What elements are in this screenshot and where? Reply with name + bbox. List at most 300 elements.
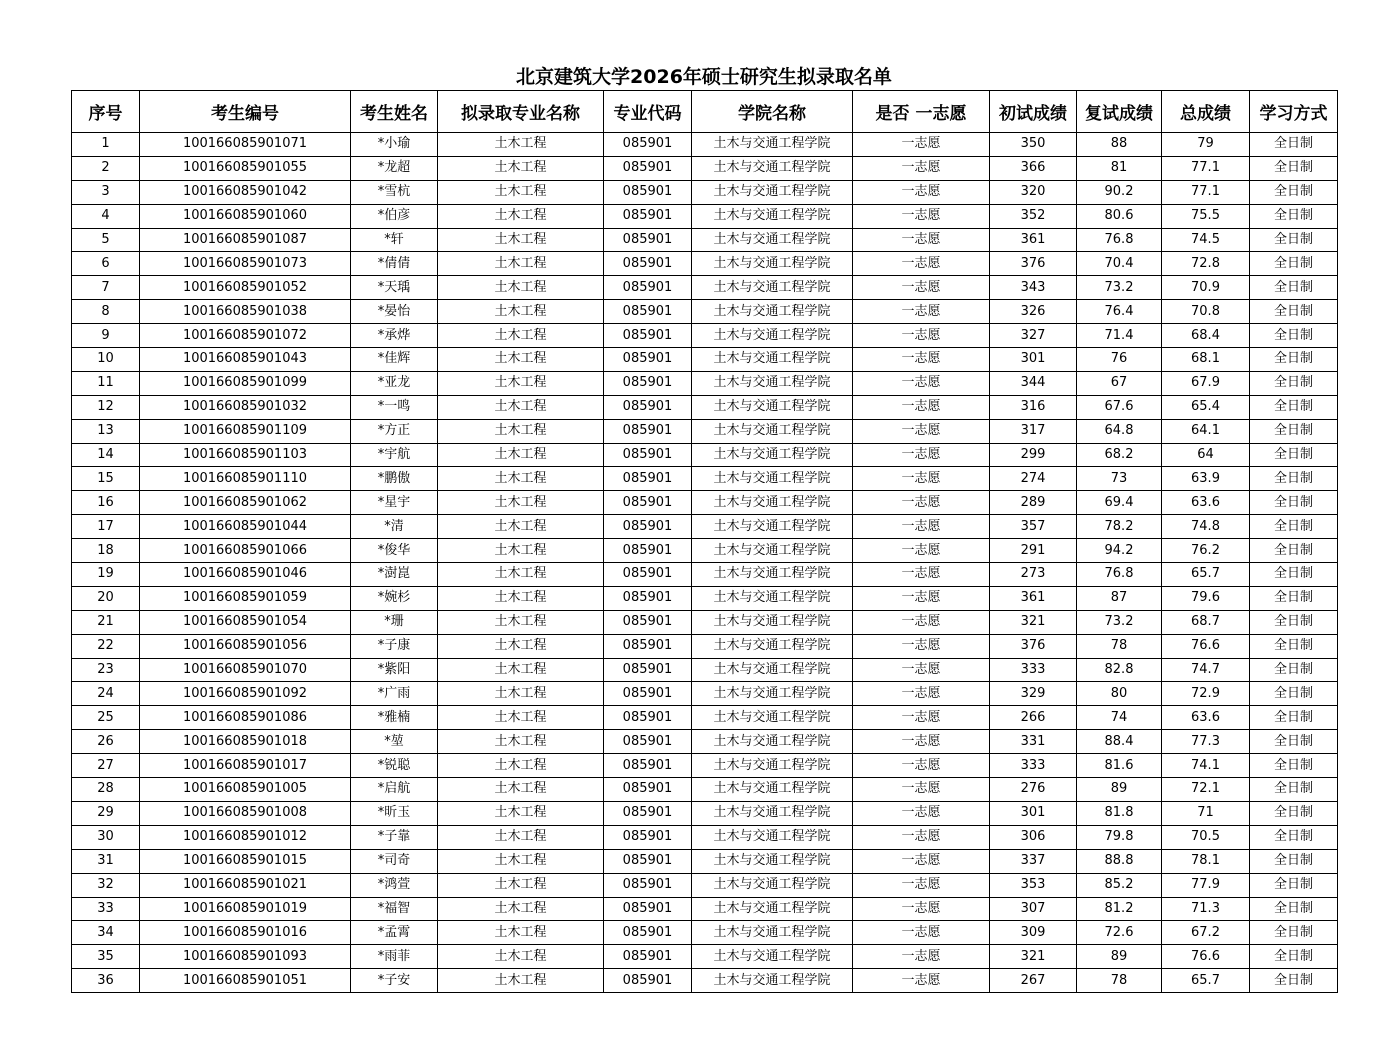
- cell-major: 土木工程: [438, 586, 604, 610]
- cell-study-mode: 全日制: [1250, 348, 1338, 372]
- cell-major: 土木工程: [438, 252, 604, 276]
- cell-initial-score: 266: [990, 706, 1077, 730]
- cell-seq: 18: [72, 539, 140, 563]
- cell-major-code: 085901: [604, 658, 692, 682]
- cell-major: 土木工程: [438, 515, 604, 539]
- cell-initial-score: 301: [990, 348, 1077, 372]
- cell-initial-score: 306: [990, 825, 1077, 849]
- cell-name: *小瑜: [351, 133, 438, 157]
- cell-major-code: 085901: [604, 133, 692, 157]
- cell-seq: 2: [72, 156, 140, 180]
- cell-college: 土木与交通工程学院: [692, 252, 853, 276]
- cell-college: 土木与交通工程学院: [692, 419, 853, 443]
- cell-total-score: 68.1: [1162, 348, 1250, 372]
- header-row: [72, 91, 1338, 133]
- cell-name: *一鸣: [351, 395, 438, 419]
- cell-seq: 27: [72, 754, 140, 778]
- cell-major: 土木工程: [438, 204, 604, 228]
- cell-total-score: 63.9: [1162, 467, 1250, 491]
- cell-study-mode: 全日制: [1250, 252, 1338, 276]
- cell-study-mode: 全日制: [1250, 610, 1338, 634]
- cell-exam-id: 100166085901015: [140, 849, 351, 873]
- cell-total-score: 77.1: [1162, 180, 1250, 204]
- cell-total-score: 65.7: [1162, 969, 1250, 993]
- cell-initial-score: 273: [990, 563, 1077, 587]
- cell-first-choice: 一志愿: [853, 276, 990, 300]
- cell-study-mode: 全日制: [1250, 324, 1338, 348]
- cell-name: *晏怡: [351, 300, 438, 324]
- table-row: [72, 754, 1338, 778]
- cell-exam-id: 100166085901087: [140, 228, 351, 252]
- cell-initial-score: 299: [990, 443, 1077, 467]
- table-row: [72, 778, 1338, 802]
- cell-first-choice: 一志愿: [853, 491, 990, 515]
- cell-seq: 23: [72, 658, 140, 682]
- cell-retest-score: 88.8: [1077, 849, 1162, 873]
- cell-name: *昕玉: [351, 801, 438, 825]
- cell-initial-score: 309: [990, 921, 1077, 945]
- cell-college: 土木与交通工程学院: [692, 156, 853, 180]
- cell-exam-id: 100166085901056: [140, 634, 351, 658]
- cell-first-choice: 一志愿: [853, 515, 990, 539]
- cell-initial-score: 276: [990, 778, 1077, 802]
- table-row: [72, 945, 1338, 969]
- cell-major-code: 085901: [604, 348, 692, 372]
- cell-exam-id: 100166085901073: [140, 252, 351, 276]
- cell-retest-score: 81.8: [1077, 801, 1162, 825]
- cell-retest-score: 76: [1077, 348, 1162, 372]
- cell-study-mode: 全日制: [1250, 156, 1338, 180]
- cell-total-score: 74.7: [1162, 658, 1250, 682]
- cell-name: *堃: [351, 730, 438, 754]
- cell-major-code: 085901: [604, 969, 692, 993]
- cell-initial-score: 350: [990, 133, 1077, 157]
- cell-major: 土木工程: [438, 180, 604, 204]
- cell-retest-score: 67: [1077, 371, 1162, 395]
- cell-first-choice: 一志愿: [853, 395, 990, 419]
- cell-first-choice: 一志愿: [853, 778, 990, 802]
- cell-college: 土木与交通工程学院: [692, 491, 853, 515]
- cell-first-choice: 一志愿: [853, 610, 990, 634]
- cell-seq: 29: [72, 801, 140, 825]
- cell-major: 土木工程: [438, 897, 604, 921]
- cell-study-mode: 全日制: [1250, 539, 1338, 563]
- cell-name: *紫阳: [351, 658, 438, 682]
- cell-initial-score: 344: [990, 371, 1077, 395]
- cell-first-choice: 一志愿: [853, 443, 990, 467]
- cell-first-choice: 一志愿: [853, 921, 990, 945]
- cell-total-score: 76.6: [1162, 634, 1250, 658]
- cell-major-code: 085901: [604, 563, 692, 587]
- cell-study-mode: 全日制: [1250, 730, 1338, 754]
- cell-major-code: 085901: [604, 754, 692, 778]
- cell-exam-id: 100166085901038: [140, 300, 351, 324]
- table-row: [72, 467, 1338, 491]
- cell-first-choice: 一志愿: [853, 897, 990, 921]
- cell-college: 土木与交通工程学院: [692, 228, 853, 252]
- cell-seq: 26: [72, 730, 140, 754]
- cell-study-mode: 全日制: [1250, 276, 1338, 300]
- cell-name: *启航: [351, 778, 438, 802]
- cell-study-mode: 全日制: [1250, 419, 1338, 443]
- cell-initial-score: 301: [990, 801, 1077, 825]
- cell-initial-score: 329: [990, 682, 1077, 706]
- cell-seq: 12: [72, 395, 140, 419]
- cell-college: 土木与交通工程学院: [692, 180, 853, 204]
- cell-major-code: 085901: [604, 778, 692, 802]
- cell-study-mode: 全日制: [1250, 395, 1338, 419]
- cell-exam-id: 100166085901019: [140, 897, 351, 921]
- cell-major-code: 085901: [604, 324, 692, 348]
- cell-total-score: 78.1: [1162, 849, 1250, 873]
- cell-retest-score: 73.2: [1077, 610, 1162, 634]
- cell-major-code: 085901: [604, 228, 692, 252]
- cell-major: 土木工程: [438, 348, 604, 372]
- cell-college: 土木与交通工程学院: [692, 945, 853, 969]
- cell-total-score: 72.1: [1162, 778, 1250, 802]
- cell-first-choice: 一志愿: [853, 849, 990, 873]
- cell-study-mode: 全日制: [1250, 945, 1338, 969]
- table-row: [72, 419, 1338, 443]
- cell-major: 土木工程: [438, 371, 604, 395]
- cell-study-mode: 全日制: [1250, 801, 1338, 825]
- cell-name: *雅楠: [351, 706, 438, 730]
- cell-exam-id: 100166085901008: [140, 801, 351, 825]
- cell-exam-id: 100166085901093: [140, 945, 351, 969]
- cell-first-choice: 一志愿: [853, 682, 990, 706]
- cell-exam-id: 100166085901016: [140, 921, 351, 945]
- cell-exam-id: 100166085901055: [140, 156, 351, 180]
- cell-name: *锐聪: [351, 754, 438, 778]
- cell-major: 土木工程: [438, 610, 604, 634]
- cell-major-code: 085901: [604, 204, 692, 228]
- cell-major: 土木工程: [438, 730, 604, 754]
- cell-name: *鹏傲: [351, 467, 438, 491]
- cell-retest-score: 87: [1077, 586, 1162, 610]
- cell-major-code: 085901: [604, 156, 692, 180]
- cell-name: *子康: [351, 634, 438, 658]
- cell-initial-score: 343: [990, 276, 1077, 300]
- cell-initial-score: 291: [990, 539, 1077, 563]
- cell-major: 土木工程: [438, 873, 604, 897]
- cell-study-mode: 全日制: [1250, 563, 1338, 587]
- cell-retest-score: 88.4: [1077, 730, 1162, 754]
- cell-major-code: 085901: [604, 371, 692, 395]
- cell-exam-id: 100166085901054: [140, 610, 351, 634]
- cell-retest-score: 69.4: [1077, 491, 1162, 515]
- cell-college: 土木与交通工程学院: [692, 395, 853, 419]
- cell-exam-id: 100166085901052: [140, 276, 351, 300]
- cell-seq: 16: [72, 491, 140, 515]
- cell-exam-id: 100166085901046: [140, 563, 351, 587]
- table-row: [72, 658, 1338, 682]
- cell-retest-score: 81: [1077, 156, 1162, 180]
- cell-retest-score: 76.8: [1077, 563, 1162, 587]
- cell-major-code: 085901: [604, 276, 692, 300]
- cell-initial-score: 331: [990, 730, 1077, 754]
- cell-study-mode: 全日制: [1250, 467, 1338, 491]
- cell-initial-score: 333: [990, 658, 1077, 682]
- cell-initial-score: 366: [990, 156, 1077, 180]
- cell-first-choice: 一志愿: [853, 873, 990, 897]
- cell-initial-score: 307: [990, 897, 1077, 921]
- cell-major: 土木工程: [438, 467, 604, 491]
- column-header-seq: 序号: [72, 91, 140, 133]
- cell-name: *伯彦: [351, 204, 438, 228]
- cell-total-score: 74.1: [1162, 754, 1250, 778]
- column-header-initial-score: 初试成绩: [990, 91, 1077, 133]
- cell-college: 土木与交通工程学院: [692, 539, 853, 563]
- cell-name: *承烨: [351, 324, 438, 348]
- cell-study-mode: 全日制: [1250, 634, 1338, 658]
- column-header-name: 考生姓名: [351, 91, 438, 133]
- cell-initial-score: 320: [990, 180, 1077, 204]
- cell-retest-score: 70.4: [1077, 252, 1162, 276]
- cell-total-score: 79.6: [1162, 586, 1250, 610]
- cell-total-score: 67.2: [1162, 921, 1250, 945]
- table-row: [72, 825, 1338, 849]
- cell-name: *佳辉: [351, 348, 438, 372]
- cell-name: *澍崑: [351, 563, 438, 587]
- cell-exam-id: 100166085901051: [140, 969, 351, 993]
- cell-retest-score: 78: [1077, 969, 1162, 993]
- cell-college: 土木与交通工程学院: [692, 921, 853, 945]
- cell-retest-score: 64.8: [1077, 419, 1162, 443]
- cell-retest-score: 72.6: [1077, 921, 1162, 945]
- cell-major: 土木工程: [438, 228, 604, 252]
- cell-total-score: 71.3: [1162, 897, 1250, 921]
- cell-name: *龙超: [351, 156, 438, 180]
- table-row: [72, 921, 1338, 945]
- cell-exam-id: 100166085901110: [140, 467, 351, 491]
- cell-college: 土木与交通工程学院: [692, 706, 853, 730]
- cell-study-mode: 全日制: [1250, 371, 1338, 395]
- cell-study-mode: 全日制: [1250, 443, 1338, 467]
- cell-seq: 19: [72, 563, 140, 587]
- table-row: [72, 395, 1338, 419]
- cell-name: *倩倩: [351, 252, 438, 276]
- cell-seq: 14: [72, 443, 140, 467]
- cell-retest-score: 76.8: [1077, 228, 1162, 252]
- cell-major-code: 085901: [604, 825, 692, 849]
- cell-major: 土木工程: [438, 156, 604, 180]
- cell-name: *俊华: [351, 539, 438, 563]
- cell-seq: 1: [72, 133, 140, 157]
- cell-first-choice: 一志愿: [853, 563, 990, 587]
- cell-initial-score: 326: [990, 300, 1077, 324]
- cell-retest-score: 79.8: [1077, 825, 1162, 849]
- cell-total-score: 70.9: [1162, 276, 1250, 300]
- cell-initial-score: 274: [990, 467, 1077, 491]
- cell-initial-score: 317: [990, 419, 1077, 443]
- cell-major-code: 085901: [604, 395, 692, 419]
- cell-seq: 8: [72, 300, 140, 324]
- cell-name: *亚龙: [351, 371, 438, 395]
- cell-retest-score: 73: [1077, 467, 1162, 491]
- cell-seq: 21: [72, 610, 140, 634]
- cell-exam-id: 100166085901066: [140, 539, 351, 563]
- cell-college: 土木与交通工程学院: [692, 348, 853, 372]
- cell-exam-id: 100166085901099: [140, 371, 351, 395]
- cell-total-score: 77.3: [1162, 730, 1250, 754]
- cell-seq: 10: [72, 348, 140, 372]
- cell-exam-id: 100166085901103: [140, 443, 351, 467]
- cell-name: *婉杉: [351, 586, 438, 610]
- cell-first-choice: 一志愿: [853, 730, 990, 754]
- column-header-exam-id: 考生编号: [140, 91, 351, 133]
- cell-name: *天瑀: [351, 276, 438, 300]
- cell-college: 土木与交通工程学院: [692, 897, 853, 921]
- cell-major-code: 085901: [604, 467, 692, 491]
- cell-retest-score: 82.8: [1077, 658, 1162, 682]
- cell-total-score: 72.9: [1162, 682, 1250, 706]
- cell-major: 土木工程: [438, 825, 604, 849]
- cell-total-score: 74.8: [1162, 515, 1250, 539]
- cell-total-score: 76.6: [1162, 945, 1250, 969]
- cell-retest-score: 89: [1077, 778, 1162, 802]
- cell-college: 土木与交通工程学院: [692, 658, 853, 682]
- cell-study-mode: 全日制: [1250, 515, 1338, 539]
- cell-initial-score: 337: [990, 849, 1077, 873]
- table-row: [72, 801, 1338, 825]
- cell-first-choice: 一志愿: [853, 228, 990, 252]
- cell-retest-score: 81.6: [1077, 754, 1162, 778]
- cell-seq: 17: [72, 515, 140, 539]
- column-header-study-mode: 学习方式: [1250, 91, 1338, 133]
- cell-exam-id: 100166085901043: [140, 348, 351, 372]
- cell-retest-score: 90.2: [1077, 180, 1162, 204]
- cell-major: 土木工程: [438, 969, 604, 993]
- table-row: [72, 610, 1338, 634]
- cell-college: 土木与交通工程学院: [692, 682, 853, 706]
- cell-total-score: 64.1: [1162, 419, 1250, 443]
- cell-retest-score: 78.2: [1077, 515, 1162, 539]
- cell-major: 土木工程: [438, 491, 604, 515]
- table-row: [72, 539, 1338, 563]
- cell-seq: 5: [72, 228, 140, 252]
- table-row: [72, 515, 1338, 539]
- cell-major-code: 085901: [604, 300, 692, 324]
- cell-seq: 35: [72, 945, 140, 969]
- cell-college: 土木与交通工程学院: [692, 610, 853, 634]
- table-row: [72, 443, 1338, 467]
- cell-major: 土木工程: [438, 801, 604, 825]
- cell-retest-score: 74: [1077, 706, 1162, 730]
- cell-total-score: 70.5: [1162, 825, 1250, 849]
- cell-total-score: 65.4: [1162, 395, 1250, 419]
- cell-major-code: 085901: [604, 682, 692, 706]
- cell-seq: 22: [72, 634, 140, 658]
- cell-major-code: 085901: [604, 539, 692, 563]
- cell-initial-score: 357: [990, 515, 1077, 539]
- cell-retest-score: 76.4: [1077, 300, 1162, 324]
- cell-major: 土木工程: [438, 443, 604, 467]
- cell-seq: 11: [72, 371, 140, 395]
- cell-major-code: 085901: [604, 706, 692, 730]
- cell-major: 土木工程: [438, 706, 604, 730]
- cell-first-choice: 一志愿: [853, 300, 990, 324]
- cell-seq: 4: [72, 204, 140, 228]
- cell-college: 土木与交通工程学院: [692, 371, 853, 395]
- cell-first-choice: 一志愿: [853, 324, 990, 348]
- cell-retest-score: 81.2: [1077, 897, 1162, 921]
- cell-exam-id: 100166085901109: [140, 419, 351, 443]
- admission-table: [71, 90, 1338, 993]
- cell-college: 土木与交通工程学院: [692, 586, 853, 610]
- cell-major: 土木工程: [438, 276, 604, 300]
- table-row: [72, 873, 1338, 897]
- cell-name: *子安: [351, 969, 438, 993]
- table-row: [72, 849, 1338, 873]
- cell-total-score: 63.6: [1162, 706, 1250, 730]
- cell-name: *星宇: [351, 491, 438, 515]
- cell-first-choice: 一志愿: [853, 586, 990, 610]
- cell-college: 土木与交通工程学院: [692, 873, 853, 897]
- table-row: [72, 491, 1338, 515]
- cell-major-code: 085901: [604, 180, 692, 204]
- table-row: [72, 228, 1338, 252]
- cell-study-mode: 全日制: [1250, 204, 1338, 228]
- cell-name: *清: [351, 515, 438, 539]
- cell-exam-id: 100166085901060: [140, 204, 351, 228]
- cell-name: *珊: [351, 610, 438, 634]
- cell-major: 土木工程: [438, 300, 604, 324]
- cell-major-code: 085901: [604, 945, 692, 969]
- cell-first-choice: 一志愿: [853, 754, 990, 778]
- column-header-retest-score: 复试成绩: [1077, 91, 1162, 133]
- table-row: [72, 897, 1338, 921]
- cell-major-code: 085901: [604, 634, 692, 658]
- cell-major-code: 085901: [604, 849, 692, 873]
- cell-total-score: 63.6: [1162, 491, 1250, 515]
- cell-first-choice: 一志愿: [853, 419, 990, 443]
- cell-study-mode: 全日制: [1250, 921, 1338, 945]
- cell-college: 土木与交通工程学院: [692, 754, 853, 778]
- cell-major-code: 085901: [604, 443, 692, 467]
- cell-initial-score: 321: [990, 610, 1077, 634]
- cell-seq: 32: [72, 873, 140, 897]
- cell-college: 土木与交通工程学院: [692, 467, 853, 491]
- table-row: [72, 634, 1338, 658]
- cell-exam-id: 100166085901062: [140, 491, 351, 515]
- cell-total-score: 68.7: [1162, 610, 1250, 634]
- cell-seq: 6: [72, 252, 140, 276]
- cell-initial-score: 361: [990, 228, 1077, 252]
- cell-seq: 9: [72, 324, 140, 348]
- cell-seq: 30: [72, 825, 140, 849]
- column-header-total-score: 总成绩: [1162, 91, 1250, 133]
- cell-study-mode: 全日制: [1250, 300, 1338, 324]
- cell-seq: 36: [72, 969, 140, 993]
- table-row: [72, 252, 1338, 276]
- cell-total-score: 68.4: [1162, 324, 1250, 348]
- cell-major-code: 085901: [604, 515, 692, 539]
- cell-study-mode: 全日制: [1250, 969, 1338, 993]
- cell-name: *司奇: [351, 849, 438, 873]
- cell-college: 土木与交通工程学院: [692, 825, 853, 849]
- cell-initial-score: 376: [990, 634, 1077, 658]
- cell-college: 土木与交通工程学院: [692, 778, 853, 802]
- cell-college: 土木与交通工程学院: [692, 324, 853, 348]
- cell-major: 土木工程: [438, 754, 604, 778]
- table-row: [72, 730, 1338, 754]
- cell-total-score: 74.5: [1162, 228, 1250, 252]
- cell-college: 土木与交通工程学院: [692, 849, 853, 873]
- cell-college: 土木与交通工程学院: [692, 443, 853, 467]
- cell-exam-id: 100166085901018: [140, 730, 351, 754]
- cell-first-choice: 一志愿: [853, 658, 990, 682]
- cell-initial-score: 289: [990, 491, 1077, 515]
